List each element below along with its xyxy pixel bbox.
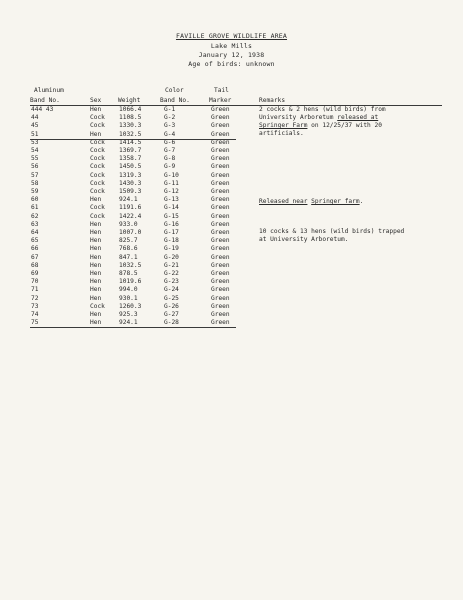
cell-color-band: G-11 xyxy=(164,179,179,187)
cell-sex: Hen xyxy=(90,278,102,286)
cell-band: 59 xyxy=(31,188,39,195)
cell-band: 75 xyxy=(31,319,39,327)
cell-color-band: G-4 xyxy=(164,130,176,138)
cell-sex: Cock xyxy=(90,122,105,130)
cell-tail-marker: Green xyxy=(211,155,230,163)
cell-color-band: G-2 xyxy=(164,114,176,122)
cell-weight: 1108.5 xyxy=(119,114,142,122)
cell-sex: Hen xyxy=(90,106,102,113)
cell-tail-marker: Green xyxy=(211,196,230,204)
cell-weight: 1450.5 xyxy=(119,163,142,171)
col-remarks: Remarks xyxy=(259,97,286,104)
cell-sex: Hen xyxy=(90,294,102,302)
col-tail-top: Tail xyxy=(214,87,229,94)
cell-weight: 1066.4 xyxy=(119,106,142,113)
cell-sex: Cock xyxy=(90,302,105,310)
cell-sex: Cock xyxy=(90,147,105,154)
cell-sex: Hen xyxy=(90,311,102,318)
cell-weight: 1509.3 xyxy=(119,188,142,195)
cell-band: 68 xyxy=(31,261,39,269)
col-sex: Sex xyxy=(90,97,102,104)
cell-sex: Cock xyxy=(90,155,105,163)
cell-tail-marker: Green xyxy=(211,245,230,253)
cell-tail-marker: Green xyxy=(211,253,230,261)
cell-band: 44 xyxy=(31,114,39,122)
cell-tail-marker: Green xyxy=(211,278,230,286)
cell-weight: 924.1 xyxy=(119,319,138,327)
cell-tail-marker: Green xyxy=(211,302,230,310)
group-rule xyxy=(30,327,236,328)
col-band-bottom: Band No. xyxy=(30,97,60,104)
cell-color-band: G-16 xyxy=(164,220,179,228)
cell-sex: Hen xyxy=(90,229,102,236)
cell-sex: Cock xyxy=(90,179,105,187)
cell-sex: Cock xyxy=(90,138,105,146)
cell-weight: 924.1 xyxy=(119,196,138,204)
col-weight: Weight xyxy=(118,97,141,104)
cell-color-band: G-24 xyxy=(164,286,179,294)
col-color-bottom: Band No. xyxy=(160,97,190,104)
remark-1-line-1: 2 cocks & 2 hens (wild birds) from xyxy=(259,106,386,113)
cell-weight: 1032.5 xyxy=(119,130,142,138)
cell-color-band: G-10 xyxy=(164,171,179,179)
cell-weight: 878.5 xyxy=(119,270,138,277)
cell-sex: Hen xyxy=(90,253,102,261)
cell-tail-marker: Green xyxy=(211,229,230,236)
cell-band: 69 xyxy=(31,270,39,277)
cell-color-band: G-27 xyxy=(164,311,179,318)
cell-sex: Hen xyxy=(90,245,102,253)
cell-tail-marker: Green xyxy=(211,204,230,212)
cell-tail-marker: Green xyxy=(211,179,230,187)
cell-weight: 1414.5 xyxy=(119,138,142,146)
cell-color-band: G-28 xyxy=(164,319,179,327)
cell-band: 65 xyxy=(31,237,39,245)
cell-tail-marker: Green xyxy=(211,122,230,130)
cell-color-band: G-7 xyxy=(164,147,176,154)
remark-3-line-2: at University Arboretum. xyxy=(259,236,349,243)
cell-band: 60 xyxy=(31,196,39,204)
cell-tail-marker: Green xyxy=(211,294,230,302)
cell-band: 56 xyxy=(31,163,39,171)
col-band-top: Aluminum xyxy=(34,87,64,94)
cell-tail-marker: Green xyxy=(211,171,230,179)
cell-tail-marker: Green xyxy=(211,147,230,154)
cell-band: 67 xyxy=(31,253,39,261)
cell-band: 64 xyxy=(31,229,39,236)
cell-weight: 1422.4 xyxy=(119,212,142,220)
cell-color-band: G-21 xyxy=(164,261,179,269)
cell-color-band: G-13 xyxy=(164,196,179,204)
cell-weight: 925.3 xyxy=(119,311,138,318)
cell-band: 66 xyxy=(31,245,39,253)
cell-band: 53 xyxy=(31,138,39,146)
cell-sex: Cock xyxy=(90,204,105,212)
cell-weight: 1358.7 xyxy=(119,155,142,163)
cell-tail-marker: Green xyxy=(211,311,230,318)
remark-3-line-1: 10 cocks & 13 hens (wild birds) trapped xyxy=(259,228,405,235)
cell-sex: Cock xyxy=(90,163,105,171)
remark-1-line-3: Springer Farm on 12/25/37 with 20 xyxy=(259,122,382,129)
remark-1-line-2: University Arboretum released at xyxy=(259,114,379,121)
cell-band: 70 xyxy=(31,278,39,286)
cell-color-band: G-20 xyxy=(164,253,179,261)
remark-1-line-4: artificials. xyxy=(259,130,304,137)
cell-sex: Hen xyxy=(90,319,102,327)
cell-weight: 933.0 xyxy=(119,220,138,228)
cell-band: 57 xyxy=(31,171,39,179)
cell-band: 54 xyxy=(31,147,39,154)
cell-weight: 1191.6 xyxy=(119,204,142,212)
cell-sex: Hen xyxy=(90,286,102,294)
cell-tail-marker: Green xyxy=(211,237,230,245)
cell-band: 45 xyxy=(31,122,39,130)
cell-weight: 1019.6 xyxy=(119,278,142,286)
cell-band: 51 xyxy=(31,130,39,138)
cell-sex: Hen xyxy=(90,220,102,228)
cell-band: 71 xyxy=(31,286,39,294)
cell-color-band: G-17 xyxy=(164,229,179,236)
cell-color-band: G-3 xyxy=(164,122,176,130)
cell-weight: 930.1 xyxy=(119,294,138,302)
cell-color-band: G-25 xyxy=(164,294,179,302)
cell-weight: 1430.3 xyxy=(119,179,142,187)
cell-color-band: G-8 xyxy=(164,155,176,163)
remark-2: Released near Springer farm. xyxy=(259,198,364,205)
cell-color-band: G-12 xyxy=(164,188,179,195)
cell-weight: 1330.3 xyxy=(119,122,142,130)
cell-weight: 1032.5 xyxy=(119,261,142,269)
cell-sex: Cock xyxy=(90,171,105,179)
cell-weight: 1319.3 xyxy=(119,171,142,179)
cell-tail-marker: Green xyxy=(211,130,230,138)
cell-weight: 1007.0 xyxy=(119,229,142,236)
cell-color-band: G-22 xyxy=(164,270,179,277)
cell-color-band: G-6 xyxy=(164,138,176,146)
cell-color-band: G-15 xyxy=(164,212,179,220)
cell-sex: Hen xyxy=(90,237,102,245)
cell-band: 444 43 xyxy=(31,106,54,113)
cell-tail-marker: Green xyxy=(211,212,230,220)
cell-band: 55 xyxy=(31,155,39,163)
col-color-top: Color xyxy=(165,87,184,94)
cell-tail-marker: Green xyxy=(211,270,230,277)
cell-sex: Cock xyxy=(90,114,105,122)
cell-sex: Cock xyxy=(90,212,105,220)
cell-weight: 994.0 xyxy=(119,286,138,294)
cell-tail-marker: Green xyxy=(211,163,230,171)
cell-color-band: G-18 xyxy=(164,237,179,245)
age-line: Age of birds: unknown xyxy=(188,60,275,68)
cell-color-band: G-19 xyxy=(164,245,179,253)
cell-color-band: G-9 xyxy=(164,163,176,171)
cell-tail-marker: Green xyxy=(211,138,230,146)
cell-sex: Hen xyxy=(90,261,102,269)
cell-weight: 1260.3 xyxy=(119,302,142,310)
cell-tail-marker: Green xyxy=(211,114,230,122)
cell-tail-marker: Green xyxy=(211,188,230,195)
cell-weight: 847.1 xyxy=(119,253,138,261)
cell-band: 62 xyxy=(31,212,39,220)
cell-sex: Hen xyxy=(90,270,102,277)
location-line: Lake Mills xyxy=(210,42,253,50)
cell-color-band: G-1 xyxy=(164,106,176,113)
cell-color-band: G-14 xyxy=(164,204,179,212)
cell-sex: Hen xyxy=(90,196,102,204)
date-line: January 12, 1938 xyxy=(198,51,265,59)
cell-sex: Hen xyxy=(90,130,102,138)
cell-color-band: G-26 xyxy=(164,302,179,310)
cell-sex: Cock xyxy=(90,188,105,195)
cell-tail-marker: Green xyxy=(211,319,230,327)
document-title: FAVILLE GROVE WILDLIFE AREA xyxy=(175,32,288,40)
cell-band: 72 xyxy=(31,294,39,302)
cell-tail-marker: Green xyxy=(211,106,230,113)
cell-band: 63 xyxy=(31,220,39,228)
cell-band: 73 xyxy=(31,302,39,310)
cell-band: 58 xyxy=(31,179,39,187)
cell-color-band: G-23 xyxy=(164,278,179,286)
cell-weight: 1369.7 xyxy=(119,147,142,154)
cell-tail-marker: Green xyxy=(211,220,230,228)
cell-weight: 768.6 xyxy=(119,245,138,253)
cell-tail-marker: Green xyxy=(211,261,230,269)
col-tail-bottom: Marker xyxy=(209,97,232,104)
cell-weight: 825.7 xyxy=(119,237,138,245)
cell-band: 61 xyxy=(31,204,39,212)
cell-tail-marker: Green xyxy=(211,286,230,294)
cell-band: 74 xyxy=(31,311,39,318)
